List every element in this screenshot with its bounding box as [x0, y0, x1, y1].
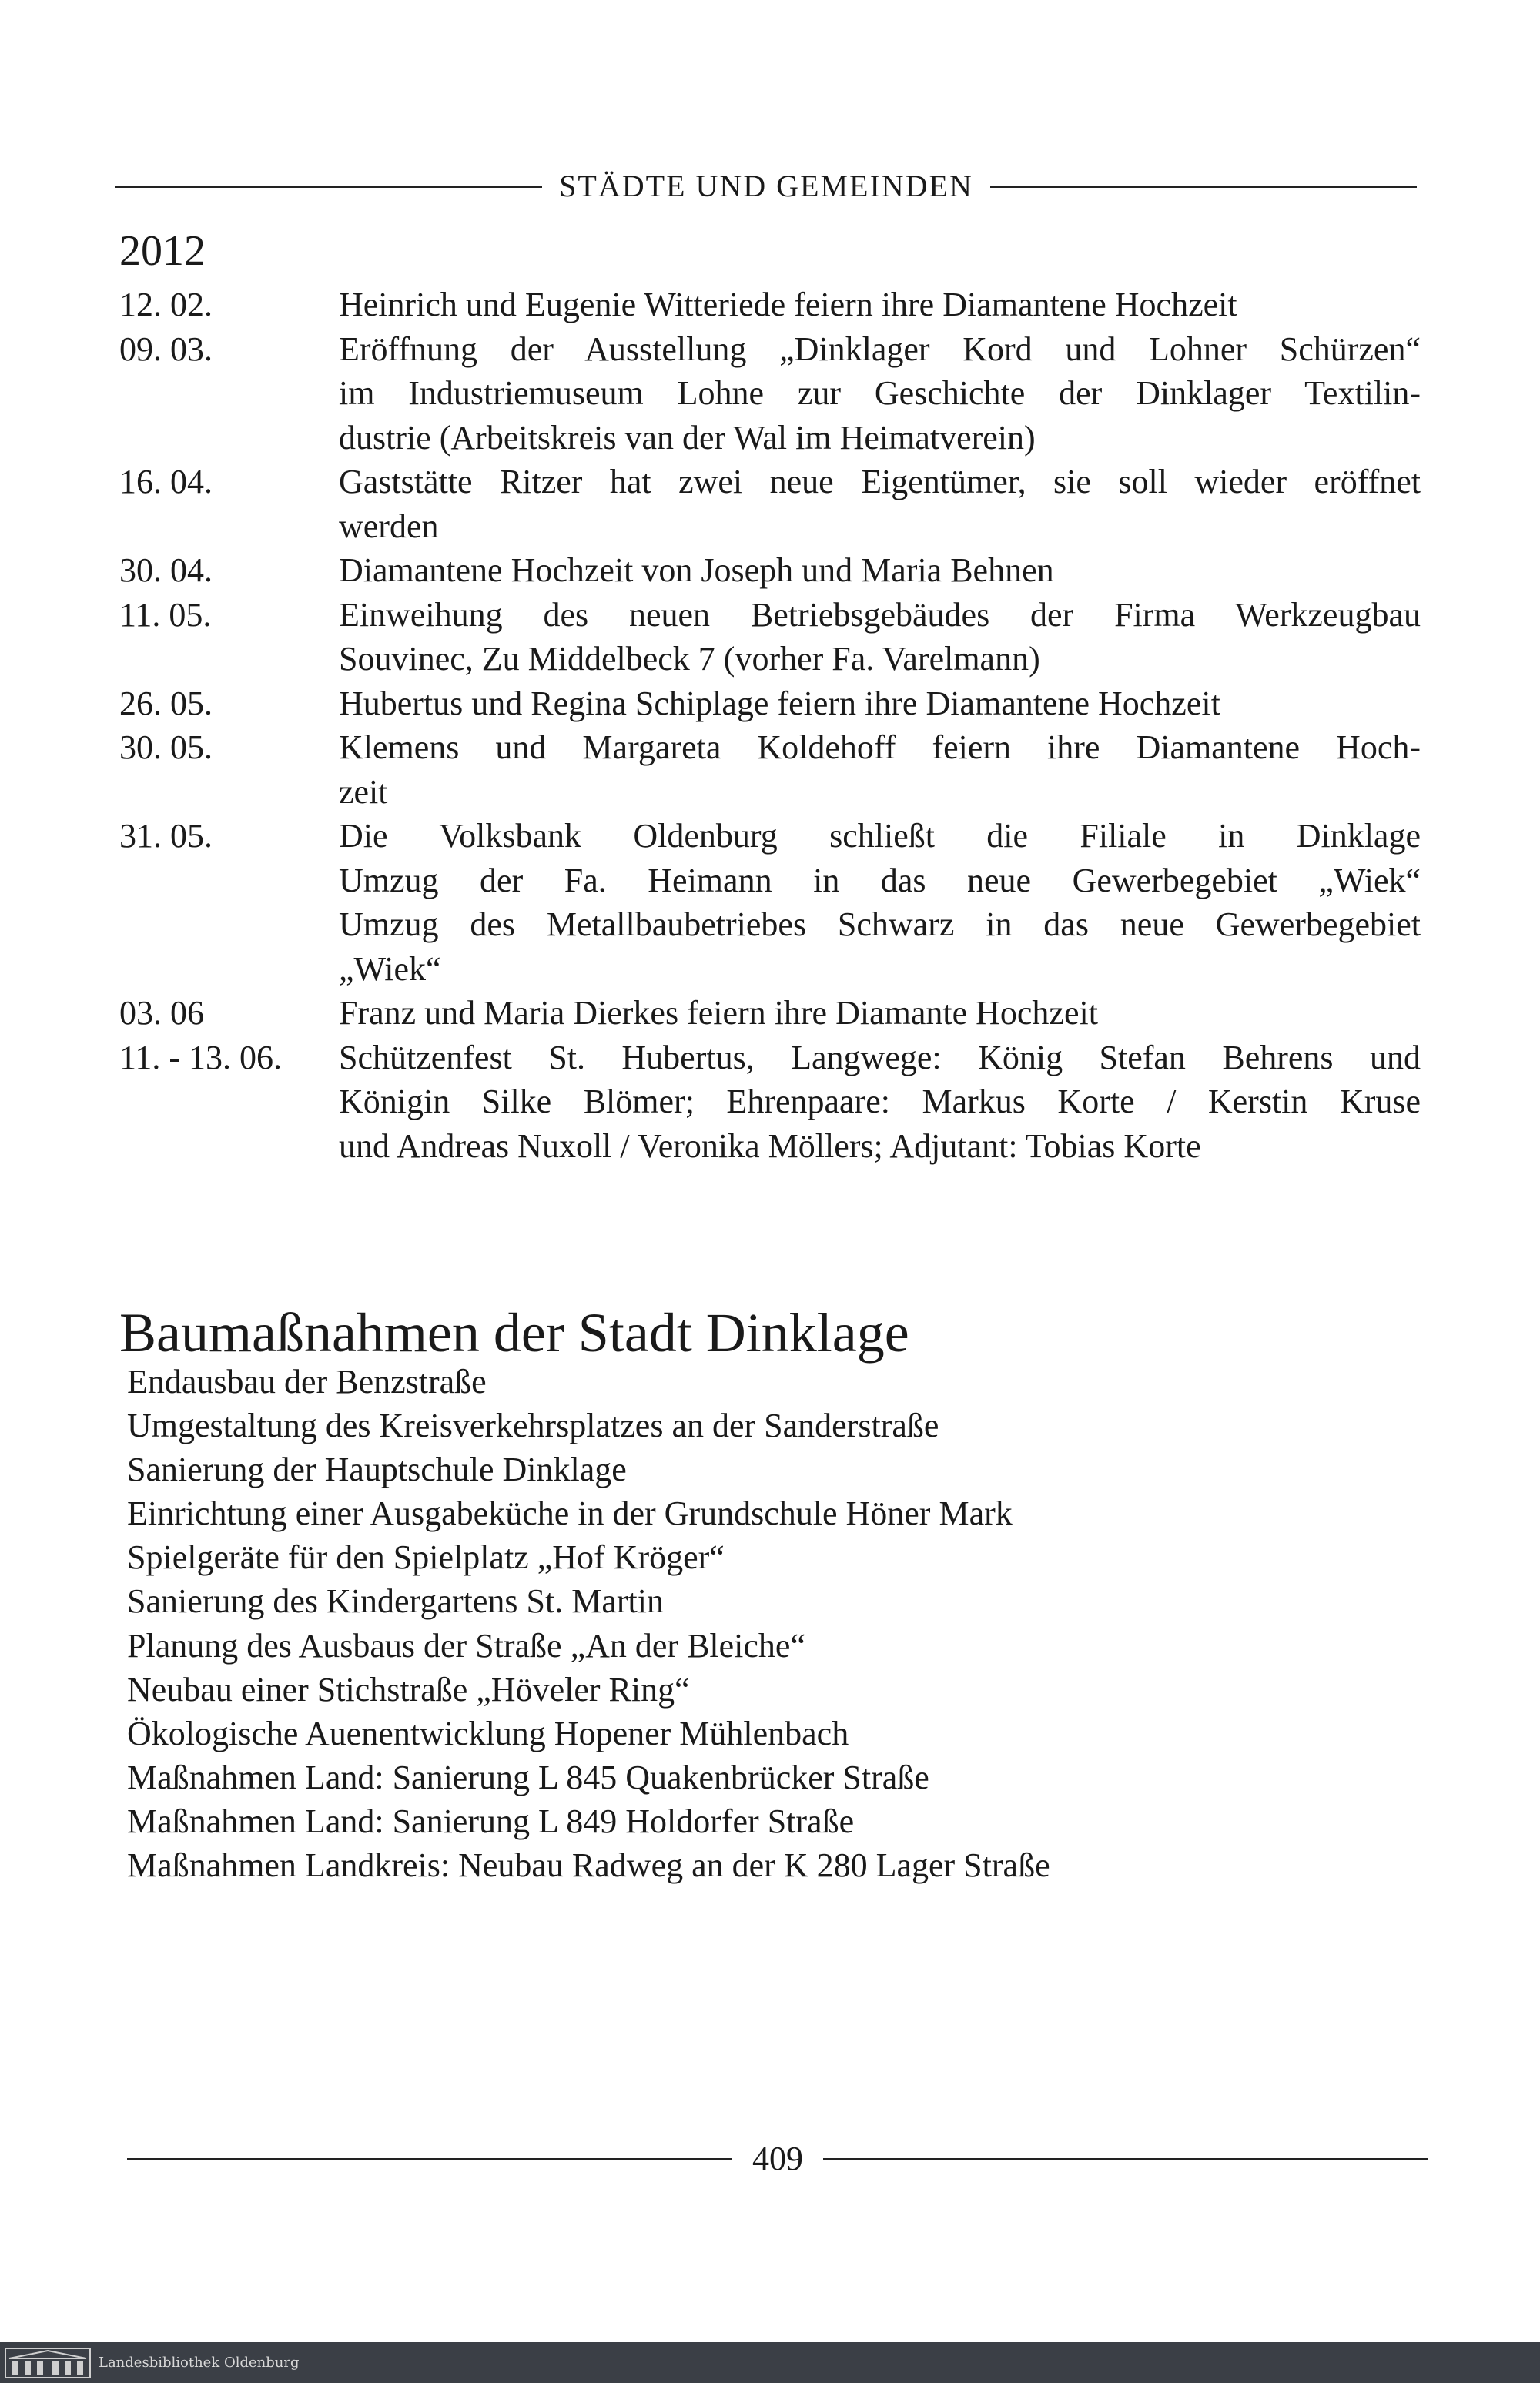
measure-item: Umgestaltung des Kreisverkehrsplatzes an der Sanderstraße	[127, 1407, 939, 1445]
entry-date: 30. 05.	[119, 728, 213, 766]
measure-item: Ökologische Auenentwicklung Hopener Mühlenbach	[127, 1714, 849, 1752]
header-rule-left	[116, 186, 542, 188]
running-header	[116, 171, 1417, 202]
measure-item: Spielgeräte für den Spielplatz „Hof Kröger“	[127, 1538, 725, 1577]
entry-date: 26. 05.	[119, 684, 213, 722]
chronicle-entry	[119, 283, 1421, 327]
measure-item: Maßnahmen Land: Sanierung L 849 Holdorfer Straße	[127, 1802, 855, 1840]
entry-text	[339, 681, 1421, 726]
chronicle-entry	[119, 548, 1421, 593]
chronicle-entry	[119, 681, 1421, 726]
measure-item: Einrichtung einer Ausgabeküche in der Grundschule Höner Mark	[127, 1494, 1013, 1533]
chronicle-entry	[119, 460, 1421, 548]
chronicle-entry	[119, 1036, 1421, 1169]
entry-date: 11. - 13. 06.	[119, 1038, 283, 1076]
entry-text	[339, 593, 1421, 681]
library-building-icon	[5, 2348, 91, 2378]
entry-date: 16. 04.	[119, 463, 213, 500]
chronicle-list	[119, 283, 1421, 1168]
entry-text-line: Gaststätte Ritzer hat zwei neue Eigentümer, sie soll wieder eröffnet	[339, 463, 1421, 500]
entry-date: 31. 05.	[119, 817, 213, 855]
entry-text-line: Franz und Maria Dierkes feiern ihre Diamante Hochzeit	[339, 994, 1098, 1032]
entry-text-line: im Industriemuseum Lohne zur Geschichte der Dinklager Textilin-	[339, 374, 1421, 412]
entry-text-line: Heinrich und Eugenie Witteriede feiern ihre Diamantene Hochzeit	[339, 286, 1237, 323]
chronicle-entry	[119, 327, 1421, 460]
construction-list	[127, 1360, 1050, 1887]
entry-text-line: Souvinec, Zu Middelbeck 7 (vorher Fa. Varelmann)	[339, 640, 1040, 678]
year-heading: 2012	[119, 227, 206, 275]
entry-text-line: Diamantene Hochzeit von Joseph und Maria Behnen	[339, 551, 1054, 589]
entry-text-line: Königin Silke Blömer; Ehrenpaare: Markus Korte / Kerstin Kruse	[339, 1083, 1421, 1120]
header-rule-right	[990, 186, 1417, 188]
entry-text-line: Umzug des Metallbaubetriebes Schwarz in das neue Gewerbegebiet	[339, 905, 1421, 943]
entry-text-line: Einweihung des neuen Betriebsgebäudes der Firma Werkzeugbau	[339, 595, 1421, 634]
measure-item: Sanierung der Hauptschule Dinklage	[127, 1451, 627, 1489]
chronicle-entry	[119, 725, 1421, 814]
chronicle-entry	[119, 814, 1421, 991]
entry-date: 30. 04.	[119, 551, 213, 589]
entry-text-line: Hubertus und Regina Schiplage feiern ihre Diamantene Hochzeit	[339, 684, 1220, 722]
entry-date: 03. 06	[119, 994, 204, 1032]
page-footer	[127, 2142, 1428, 2176]
entry-text-line: zeit	[339, 772, 388, 811]
entry-text	[339, 725, 1421, 814]
entry-text-line: Klemens und Margareta Koldehoff feiern ihre Diamantene Hoch-	[339, 728, 1421, 766]
entry-date: 11. 05.	[119, 595, 212, 634]
entry-text	[339, 327, 1421, 460]
entry-text	[339, 991, 1421, 1036]
running-header-title: STÄDTE UND GEMEINDEN	[559, 169, 973, 203]
entry-text-line: „Wiek“	[339, 949, 441, 988]
entry-text-line: und Andreas Nuxoll / Veronika Möllers; Adjutant: Tobias Korte	[339, 1126, 1201, 1165]
measure-item: Maßnahmen Land: Sanierung L 845 Quakenbrücker Straße	[127, 1758, 929, 1796]
page-number: 409	[752, 2140, 803, 2177]
entry-text-line: Die Volksbank Oldenburg schließt die Filiale in Dinklage	[339, 817, 1421, 855]
chronicle-entry	[119, 593, 1421, 681]
footer-rule-right	[823, 2158, 1428, 2160]
entry-date: 12. 02.	[119, 286, 213, 323]
entry-text	[339, 548, 1421, 593]
chronicle-entry	[119, 991, 1421, 1036]
entry-text	[339, 814, 1421, 991]
footer-rule-left	[127, 2158, 732, 2160]
section-heading: Baumaßnahmen der Stadt Dinklage	[119, 1302, 909, 1364]
measure-item: Neubau einer Stichstraße „Höveler Ring“	[127, 1670, 690, 1709]
measure-item: Planung des Ausbaus der Straße „An der Bleiche“	[127, 1626, 805, 1665]
measure-item: Endausbau der Benzstraße	[127, 1363, 487, 1401]
entry-text	[339, 460, 1421, 548]
entry-text-line: Schützenfest St. Hubertus, Langwege: König Stefan Behrens und	[339, 1038, 1421, 1076]
measure-item: Sanierung des Kindergartens St. Martin	[127, 1582, 664, 1621]
entry-text-line: dustrie (Arbeitskreis van der Wal im Heimatverein)	[339, 418, 1036, 457]
library-name: Landesbibliothek Oldenburg	[99, 2355, 300, 2371]
library-footer-bar	[0, 2342, 1540, 2383]
entry-text-line: Eröffnung der Ausstellung „Dinklager Kord und Lohner Schürzen“	[339, 330, 1421, 368]
entry-text-line: Umzug der Fa. Heimann in das neue Gewerbegebiet „Wiek“	[339, 861, 1421, 899]
entry-date: 09. 03.	[119, 330, 213, 368]
entry-text	[339, 1036, 1421, 1169]
entry-text	[339, 283, 1421, 327]
measure-item: Maßnahmen Landkreis: Neubau Radweg an der K 280 Lager Straße	[127, 1846, 1050, 1885]
entry-text-line: werden	[339, 507, 439, 545]
